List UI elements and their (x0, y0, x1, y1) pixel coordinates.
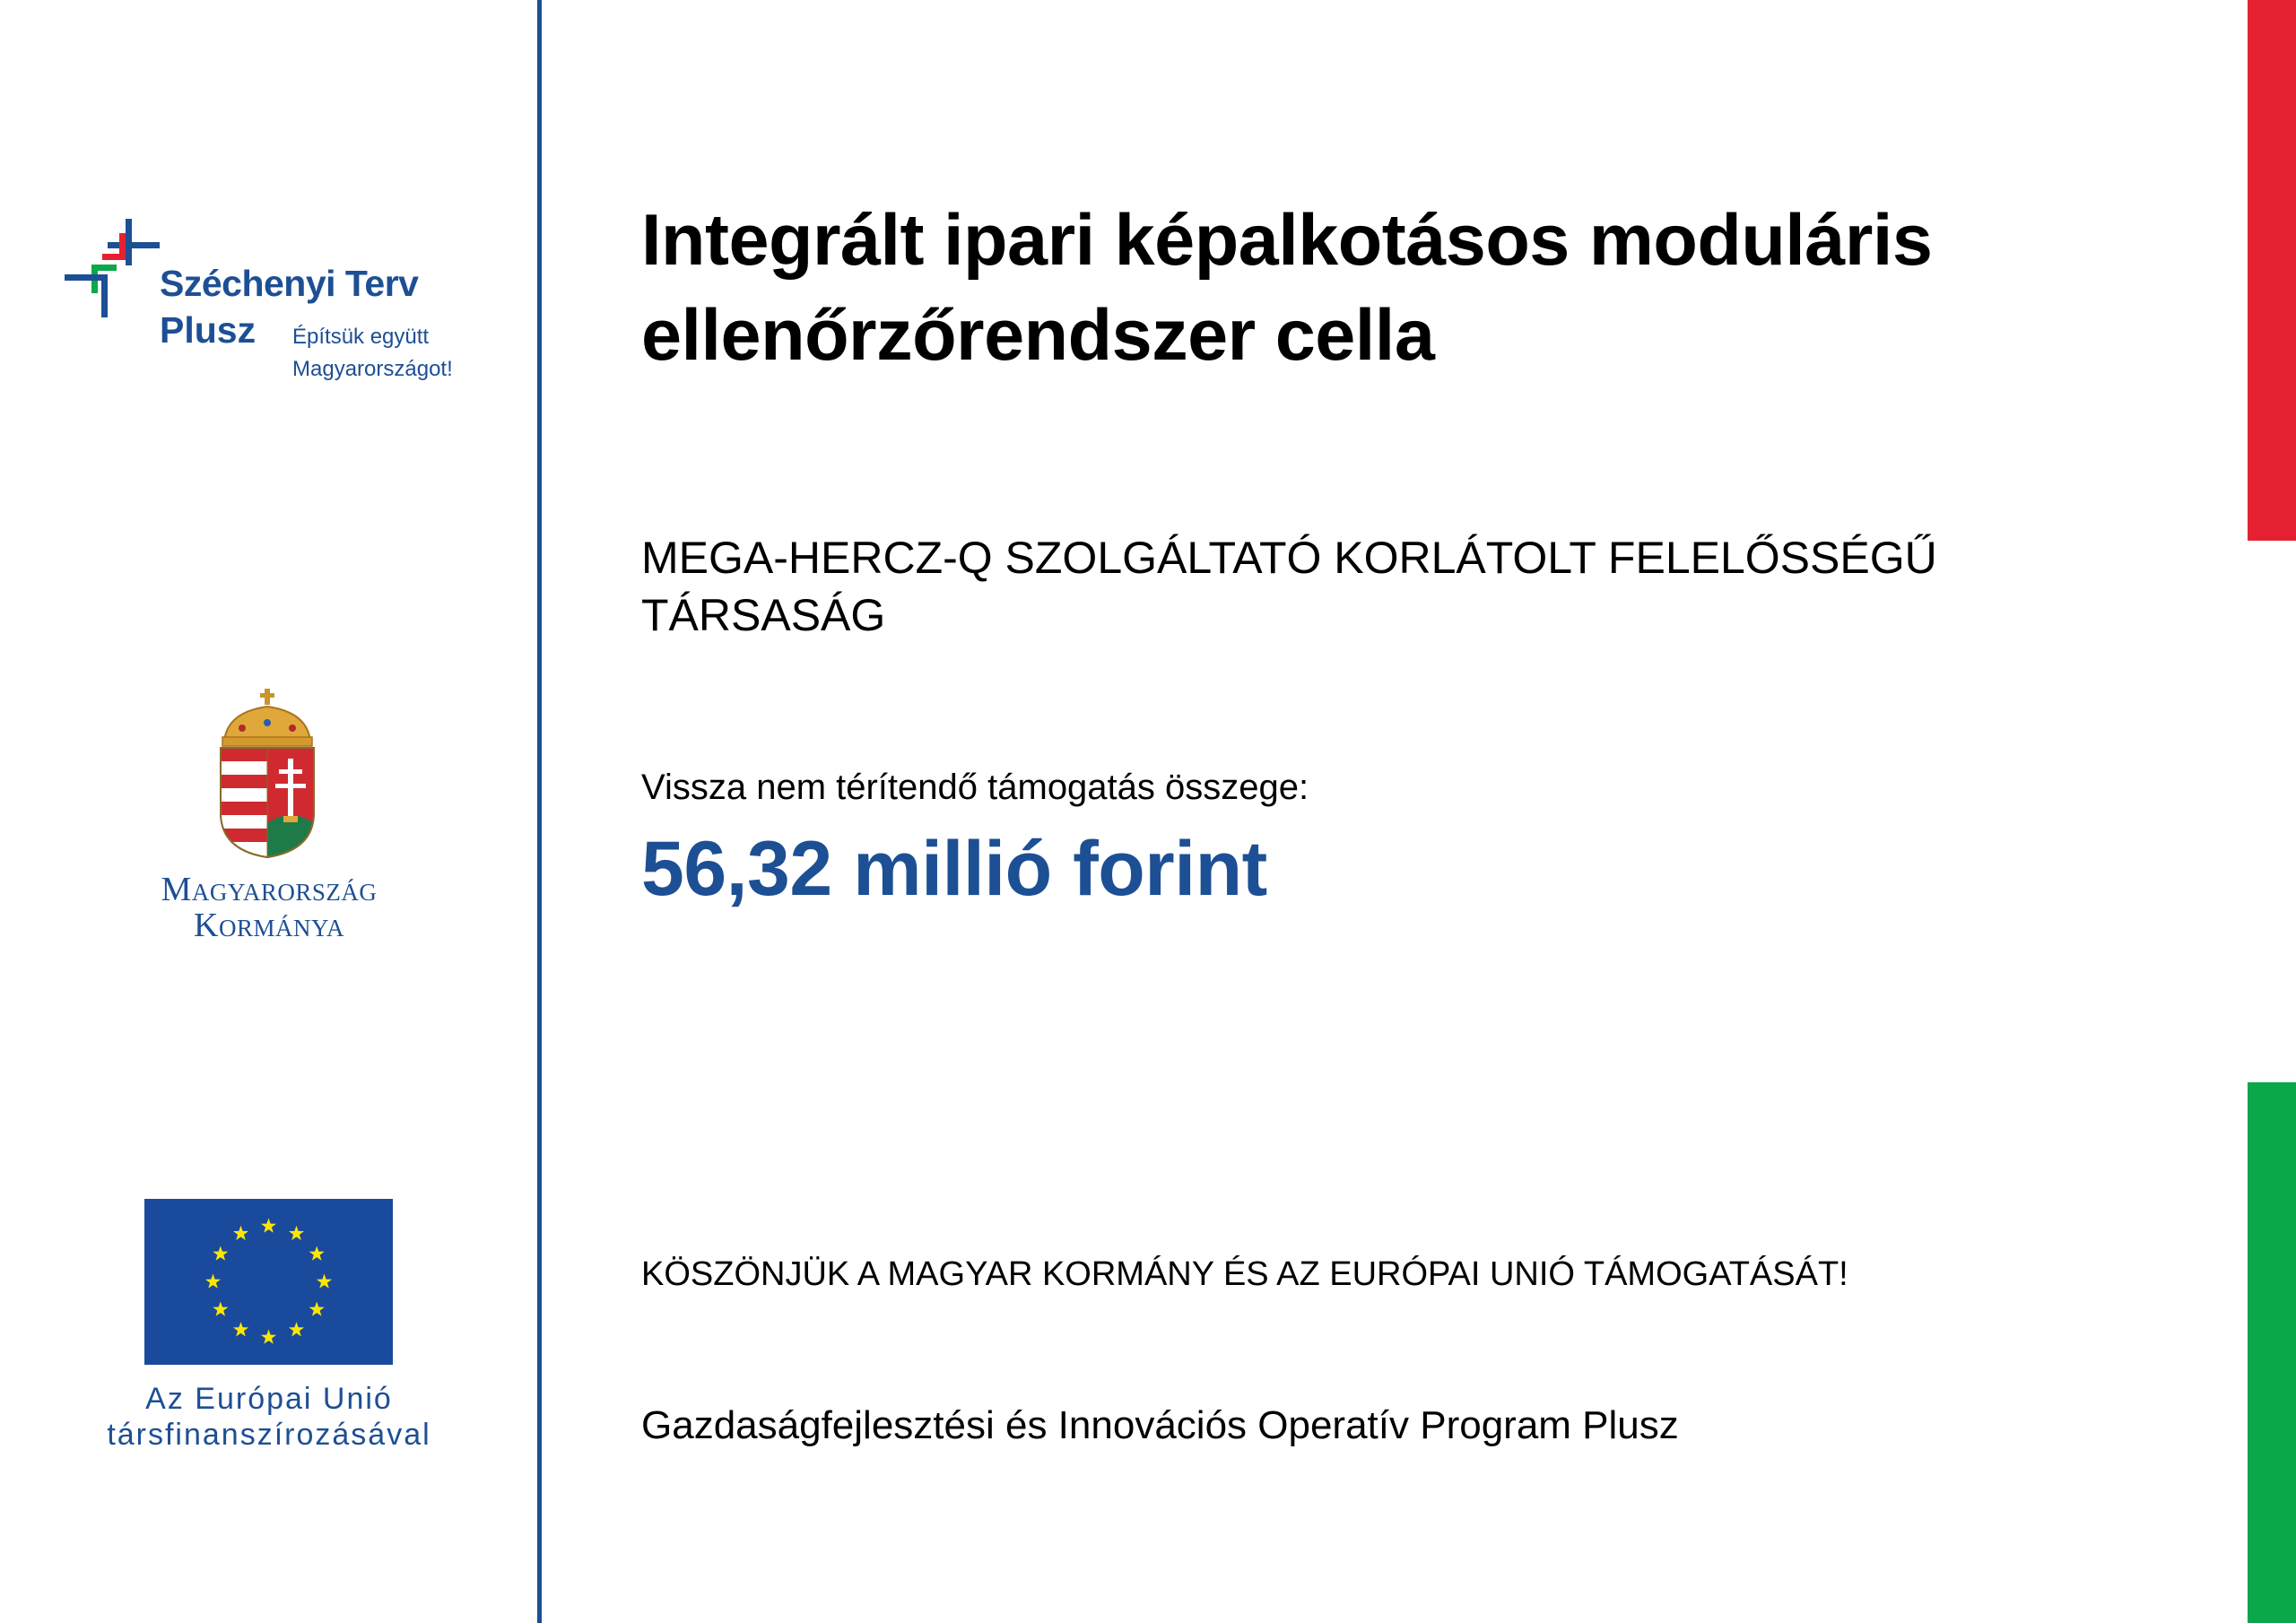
coat-of-arms-icon (215, 687, 319, 859)
logo-panel (0, 0, 538, 1623)
government-name-line-2: Kormánya (194, 907, 344, 944)
vertical-divider (537, 0, 542, 1623)
eu-flag-icon (144, 1199, 393, 1365)
project-title: Integrált ipari képalkotásos moduláris ellenőrzőrendszer cella (641, 200, 1933, 376)
szechenyi-cross-icon (61, 215, 169, 323)
eu-caption-line-1: Az Európai Unió (145, 1382, 393, 1416)
thanks-message: KÖSZÖNJÜK A MAGYAR KORMÁNY ÉS AZ EURÓPAI UNIÓ TÁMOGATÁSÁT! (641, 1255, 1848, 1293)
szechenyi-logo (61, 215, 491, 395)
red-stripe (2248, 0, 2296, 541)
program-name: Gazdaságfejlesztési és Innovációs Operatív Program Plusz (641, 1403, 1679, 1447)
szechenyi-tagline-1: Építsük együtt (292, 325, 430, 349)
eu-caption-line-2: társfinanszírozásával (107, 1418, 431, 1452)
grant-amount-label: Vissza nem térítendő támogatás összege: (641, 768, 1309, 807)
government-name (54, 872, 484, 943)
green-stripe (2248, 1082, 2296, 1623)
grant-amount: 56,32 millió forint (641, 826, 1267, 912)
government-name-line-1: Magyarország (161, 871, 378, 908)
szechenyi-tagline-2: Magyarországot! (292, 357, 453, 381)
szechenyi-title: Széchenyi Terv (160, 263, 419, 304)
szechenyi-plusz: Plusz (160, 309, 257, 351)
eu-caption (54, 1381, 484, 1453)
beneficiary-name: MEGA-HERCZ-Q SZOLGÁLTATÓ KORLÁTOLT FELELŐSSÉGŰ TÁRSASÁG (641, 533, 1937, 640)
